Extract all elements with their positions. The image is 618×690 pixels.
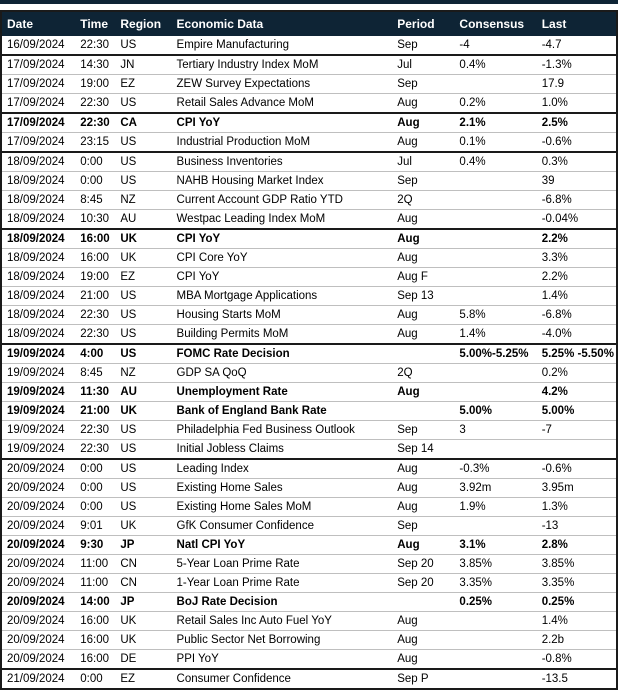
cell-last [537, 440, 617, 460]
cell-region: US [115, 459, 171, 479]
cell-time: 0:00 [75, 669, 115, 689]
cell-period [392, 402, 454, 421]
cell-consensus: 3.35% [454, 574, 536, 593]
cell-event: Existing Home Sales [172, 479, 393, 498]
cell-time: 4:00 [75, 344, 115, 364]
cell-last: 1.4% [537, 287, 617, 306]
table-body [1, 36, 617, 689]
cell-event: CPI YoY [172, 268, 393, 287]
cell-time: 21:00 [75, 287, 115, 306]
cell-time: 0:00 [75, 172, 115, 191]
cell-consensus: 0.4% [454, 152, 536, 172]
cell-time: 22:30 [75, 325, 115, 345]
cell-event: GDP SA QoQ [172, 364, 393, 383]
header-period: Period [392, 11, 454, 36]
table-row [1, 612, 617, 631]
cell-last: 2.2b [537, 631, 617, 650]
cell-last: 0.2% [537, 364, 617, 383]
table-row [1, 459, 617, 479]
cell-period: Aug [392, 325, 454, 345]
cell-time: 19:00 [75, 268, 115, 287]
cell-date: 18/09/2024 [1, 229, 75, 249]
cell-event: Westpac Leading Index MoM [172, 210, 393, 230]
cell-event: Retail Sales Inc Auto Fuel YoY [172, 612, 393, 631]
cell-consensus [454, 517, 536, 536]
cell-date: 19/09/2024 [1, 383, 75, 402]
cell-period: Aug [392, 229, 454, 249]
table-row [1, 55, 617, 75]
cell-event: Public Sector Net Borrowing [172, 631, 393, 650]
cell-period: Aug [392, 113, 454, 133]
cell-date: 17/09/2024 [1, 55, 75, 75]
cell-last: 3.95m [537, 479, 617, 498]
cell-region: US [115, 421, 171, 440]
cell-date: 18/09/2024 [1, 306, 75, 325]
cell-date: 18/09/2024 [1, 249, 75, 268]
cell-consensus: 5.8% [454, 306, 536, 325]
cell-event: Philadelphia Fed Business Outlook [172, 421, 393, 440]
cell-last: 0.3% [537, 152, 617, 172]
cell-time: 9:01 [75, 517, 115, 536]
cell-date: 18/09/2024 [1, 268, 75, 287]
cell-consensus: 2.1% [454, 113, 536, 133]
cell-consensus: 3.85% [454, 555, 536, 574]
cell-last: 5.25% -5.50% [537, 344, 617, 364]
cell-time: 21:00 [75, 402, 115, 421]
cell-event: BoJ Rate Decision [172, 593, 393, 612]
cell-period: Aug [392, 249, 454, 268]
table-row [1, 287, 617, 306]
cell-region: EZ [115, 669, 171, 689]
cell-consensus [454, 75, 536, 94]
cell-event: Leading Index [172, 459, 393, 479]
cell-time: 22:30 [75, 113, 115, 133]
cell-event: MBA Mortgage Applications [172, 287, 393, 306]
cell-last: -0.6% [537, 459, 617, 479]
cell-consensus [454, 268, 536, 287]
cell-last: -6.8% [537, 306, 617, 325]
cell-period: Sep P [392, 669, 454, 689]
table-row [1, 210, 617, 230]
cell-time: 11:00 [75, 555, 115, 574]
economic-calendar-table [0, 10, 618, 690]
table-row [1, 574, 617, 593]
cell-event: CPI YoY [172, 229, 393, 249]
cell-consensus: 3.92m [454, 479, 536, 498]
header-date: Date [1, 11, 75, 36]
cell-time: 14:30 [75, 55, 115, 75]
cell-event: 5-Year Loan Prime Rate [172, 555, 393, 574]
cell-time: 22:30 [75, 94, 115, 114]
cell-last: -6.8% [537, 191, 617, 210]
header-last: Last [537, 11, 617, 36]
cell-period: Sep [392, 75, 454, 94]
cell-consensus: 0.2% [454, 94, 536, 114]
cell-event: Initial Jobless Claims [172, 440, 393, 460]
cell-region: JP [115, 536, 171, 555]
cell-last: 17.9 [537, 75, 617, 94]
table-row [1, 152, 617, 172]
table-row [1, 325, 617, 345]
table-row [1, 113, 617, 133]
cell-date: 19/09/2024 [1, 402, 75, 421]
cell-date: 17/09/2024 [1, 75, 75, 94]
cell-event: NAHB Housing Market Index [172, 172, 393, 191]
cell-region: US [115, 133, 171, 153]
cell-region: US [115, 94, 171, 114]
cell-date: 20/09/2024 [1, 631, 75, 650]
cell-consensus: 1.9% [454, 498, 536, 517]
table-row [1, 650, 617, 670]
cell-consensus: -0.3% [454, 459, 536, 479]
cell-period: Aug [392, 498, 454, 517]
cell-time: 0:00 [75, 459, 115, 479]
table-row [1, 669, 617, 689]
cell-date: 20/09/2024 [1, 650, 75, 670]
cell-region: CN [115, 574, 171, 593]
table-row [1, 555, 617, 574]
table-row [1, 536, 617, 555]
cell-event: Bank of England Bank Rate [172, 402, 393, 421]
cell-date: 19/09/2024 [1, 440, 75, 460]
cell-event: Unemployment Rate [172, 383, 393, 402]
cell-date: 20/09/2024 [1, 612, 75, 631]
cell-period: Aug [392, 479, 454, 498]
header-region: Region [115, 11, 171, 36]
cell-region: UK [115, 229, 171, 249]
cell-region: US [115, 287, 171, 306]
cell-period: Aug [392, 650, 454, 670]
cell-region: AU [115, 383, 171, 402]
cell-region: US [115, 325, 171, 345]
cell-date: 17/09/2024 [1, 94, 75, 114]
cell-consensus [454, 210, 536, 230]
cell-consensus [454, 612, 536, 631]
cell-time: 8:45 [75, 364, 115, 383]
cell-event: Empire Manufacturing [176, 39, 290, 51]
cell-period: Aug [392, 612, 454, 631]
cell-consensus [454, 669, 536, 689]
cell-event: Natl CPI YoY [172, 536, 393, 555]
cell-consensus: 3 [454, 421, 536, 440]
cell-time: 19:00 [75, 75, 115, 94]
table-row [1, 479, 617, 498]
cell-consensus: 0.4% [454, 55, 536, 75]
cell-period: Aug [392, 210, 454, 230]
cell-consensus: 3.1% [454, 536, 536, 555]
table-row [1, 172, 617, 191]
table-row [1, 229, 617, 249]
cell-time: 22:30 [80, 39, 110, 51]
cell-region: UK [115, 249, 171, 268]
table-row [1, 402, 617, 421]
cell-date: 18/09/2024 [1, 287, 75, 306]
cell-event: Consumer Confidence [172, 669, 393, 689]
cell-period: Sep 14 [392, 440, 454, 460]
cell-event: CPI Core YoY [172, 249, 393, 268]
cell-period: Sep 20 [392, 574, 454, 593]
cell-region: US [115, 498, 171, 517]
cell-consensus [454, 650, 536, 670]
cell-event: GfK Consumer Confidence [172, 517, 393, 536]
cell-period: Jul [392, 152, 454, 172]
cell-time: 16:00 [75, 249, 115, 268]
cell-consensus [454, 440, 536, 460]
cell-region: US [115, 152, 171, 172]
cell-period: Aug [392, 133, 454, 153]
cell-date: 20/09/2024 [1, 574, 75, 593]
cell-period: Sep [392, 421, 454, 440]
cell-consensus: -4 [459, 39, 470, 51]
cell-time: 0:00 [75, 498, 115, 517]
cell-consensus [454, 249, 536, 268]
cell-consensus [454, 191, 536, 210]
cell-last: -0.04% [537, 210, 617, 230]
header-economic-data: Economic Data [172, 11, 393, 36]
cell-region: NZ [115, 191, 171, 210]
cell-date: 18/09/2024 [1, 210, 75, 230]
cell-date: 20/09/2024 [1, 479, 75, 498]
cell-region: CA [115, 113, 171, 133]
cell-last: 2.5% [537, 113, 617, 133]
cell-last: -4.7 [541, 39, 562, 51]
cell-region: US [115, 306, 171, 325]
table-row [1, 631, 617, 650]
cell-period: 2Q [392, 191, 454, 210]
cell-period: Sep 20 [392, 555, 454, 574]
cell-date: 18/09/2024 [1, 191, 75, 210]
cell-time: 16:00 [75, 631, 115, 650]
cell-region: UK [115, 631, 171, 650]
cell-period: Aug [392, 383, 454, 402]
cell-time: 16:00 [75, 229, 115, 249]
cell-consensus: 5.00% [454, 402, 536, 421]
cell-date: 18/09/2024 [1, 325, 75, 345]
cell-date: 19/09/2024 [1, 421, 75, 440]
cell-date: 20/09/2024 [1, 593, 75, 612]
cell-region: US [115, 172, 171, 191]
cell-event: FOMC Rate Decision [172, 344, 393, 364]
cell-period: Sep [397, 39, 418, 51]
table-row [1, 249, 617, 268]
cell-region: AU [115, 210, 171, 230]
cell-event: Current Account GDP Ratio YTD [172, 191, 393, 210]
cell-time: 11:30 [75, 383, 115, 402]
cell-event: Industrial Production MoM [172, 133, 393, 153]
cell-region: CN [115, 555, 171, 574]
cell-last: 1.4% [537, 612, 617, 631]
cell-consensus: 0.1% [454, 133, 536, 153]
cell-consensus [454, 364, 536, 383]
cell-date: 19/09/2024 [1, 344, 75, 364]
cell-last: -13 [537, 517, 617, 536]
cell-region: UK [115, 402, 171, 421]
cell-consensus [454, 383, 536, 402]
cell-date: 20/09/2024 [1, 555, 75, 574]
cell-period: Aug [392, 631, 454, 650]
cell-period: Sep 13 [392, 287, 454, 306]
table-header [1, 11, 617, 36]
cell-last: -0.8% [537, 650, 617, 670]
cell-region: US [115, 440, 171, 460]
cell-time: 16:00 [75, 612, 115, 631]
cell-date: 20/09/2024 [1, 459, 75, 479]
table-row [1, 268, 617, 287]
cell-date: 17/09/2024 [1, 113, 75, 133]
cell-period: Sep [392, 517, 454, 536]
cell-event: Existing Home Sales MoM [172, 498, 393, 517]
cell-region: US [120, 39, 137, 51]
cell-event: Housing Starts MoM [172, 306, 393, 325]
table-row [1, 517, 617, 536]
cell-time: 8:45 [75, 191, 115, 210]
cell-event: Business Inventories [172, 152, 393, 172]
cell-event: ZEW Survey Expectations [172, 75, 393, 94]
cell-last: 1.0% [537, 94, 617, 114]
cell-region: DE [115, 650, 171, 670]
cell-region: EZ [115, 268, 171, 287]
cell-consensus [454, 631, 536, 650]
cell-time: 11:00 [75, 574, 115, 593]
cell-consensus: 1.4% [454, 325, 536, 345]
cell-last: 5.00% [537, 402, 617, 421]
cell-time: 0:00 [75, 152, 115, 172]
cell-last: 4.2% [537, 383, 617, 402]
header-consensus: Consensus [454, 11, 536, 36]
cell-date: 17/09/2024 [1, 133, 75, 153]
cell-last: -4.0% [537, 325, 617, 345]
cell-date: 19/09/2024 [1, 364, 75, 383]
cell-consensus [454, 172, 536, 191]
cell-period: Aug [392, 536, 454, 555]
cell-period [392, 344, 454, 364]
cell-last: 2.2% [537, 268, 617, 287]
cell-time: 0:00 [75, 479, 115, 498]
cell-date: 20/09/2024 [1, 517, 75, 536]
table-row [1, 383, 617, 402]
cell-consensus [454, 287, 536, 306]
cell-event: PPI YoY [172, 650, 393, 670]
cell-last: -13.5 [537, 669, 617, 689]
cell-date: 16/09/2024 [7, 39, 65, 51]
header-row [1, 11, 617, 36]
cell-last: 39 [537, 172, 617, 191]
cell-period: Aug [392, 459, 454, 479]
table-row [1, 593, 617, 612]
cell-date: 18/09/2024 [1, 172, 75, 191]
cell-last: -1.3% [537, 55, 617, 75]
cell-region: JN [115, 55, 171, 75]
table-row [1, 306, 617, 325]
table-row [1, 94, 617, 114]
cell-time: 22:30 [75, 421, 115, 440]
cell-period: Jul [392, 55, 454, 75]
cell-date: 21/09/2024 [1, 669, 75, 689]
cell-time: 10:30 [75, 210, 115, 230]
cell-date: 20/09/2024 [1, 498, 75, 517]
cell-period: Sep [392, 172, 454, 191]
cell-last: -7 [537, 421, 617, 440]
cell-time: 23:15 [75, 133, 115, 153]
table-row [1, 498, 617, 517]
cell-time: 22:30 [75, 440, 115, 460]
cell-date: 18/09/2024 [1, 152, 75, 172]
cell-time: 9:30 [75, 536, 115, 555]
cell-region: US [115, 344, 171, 364]
table-row [1, 440, 617, 460]
cell-consensus: 0.25% [454, 593, 536, 612]
cell-last: 2.2% [537, 229, 617, 249]
cell-consensus: 5.00%-5.25% [454, 344, 536, 364]
cell-event: 1-Year Loan Prime Rate [172, 574, 393, 593]
cell-region: UK [115, 612, 171, 631]
cell-time: 14:00 [75, 593, 115, 612]
cell-event: Retail Sales Advance MoM [172, 94, 393, 114]
cell-last: 3.35% [537, 574, 617, 593]
cell-period: Aug F [392, 268, 454, 287]
table-row [1, 364, 617, 383]
cell-period: Aug [392, 94, 454, 114]
table-row [1, 191, 617, 210]
table-row [1, 344, 617, 364]
cell-date: 20/09/2024 [1, 536, 75, 555]
cell-event: Building Permits MoM [172, 325, 393, 345]
table-row [1, 133, 617, 153]
cell-period: 2Q [392, 364, 454, 383]
cell-consensus [454, 229, 536, 249]
cell-region: UK [115, 517, 171, 536]
cell-time: 16:00 [75, 650, 115, 670]
cell-last: 3.3% [537, 249, 617, 268]
cell-region: US [115, 479, 171, 498]
cell-event: Tertiary Industry Index MoM [172, 55, 393, 75]
header-time: Time [75, 11, 115, 36]
table-row [1, 75, 617, 94]
table-row [1, 36, 617, 55]
cell-period [392, 593, 454, 612]
cell-last: 3.85% [537, 555, 617, 574]
cell-region: JP [115, 593, 171, 612]
cell-region: EZ [115, 75, 171, 94]
table-row [1, 421, 617, 440]
cell-period: Aug [392, 306, 454, 325]
cell-last: 0.25% [537, 593, 617, 612]
cell-last: 2.8% [537, 536, 617, 555]
cell-region: NZ [115, 364, 171, 383]
cell-event: CPI YoY [172, 113, 393, 133]
cell-time: 22:30 [75, 306, 115, 325]
cell-last: -0.6% [537, 133, 617, 153]
cell-last: 1.3% [537, 498, 617, 517]
